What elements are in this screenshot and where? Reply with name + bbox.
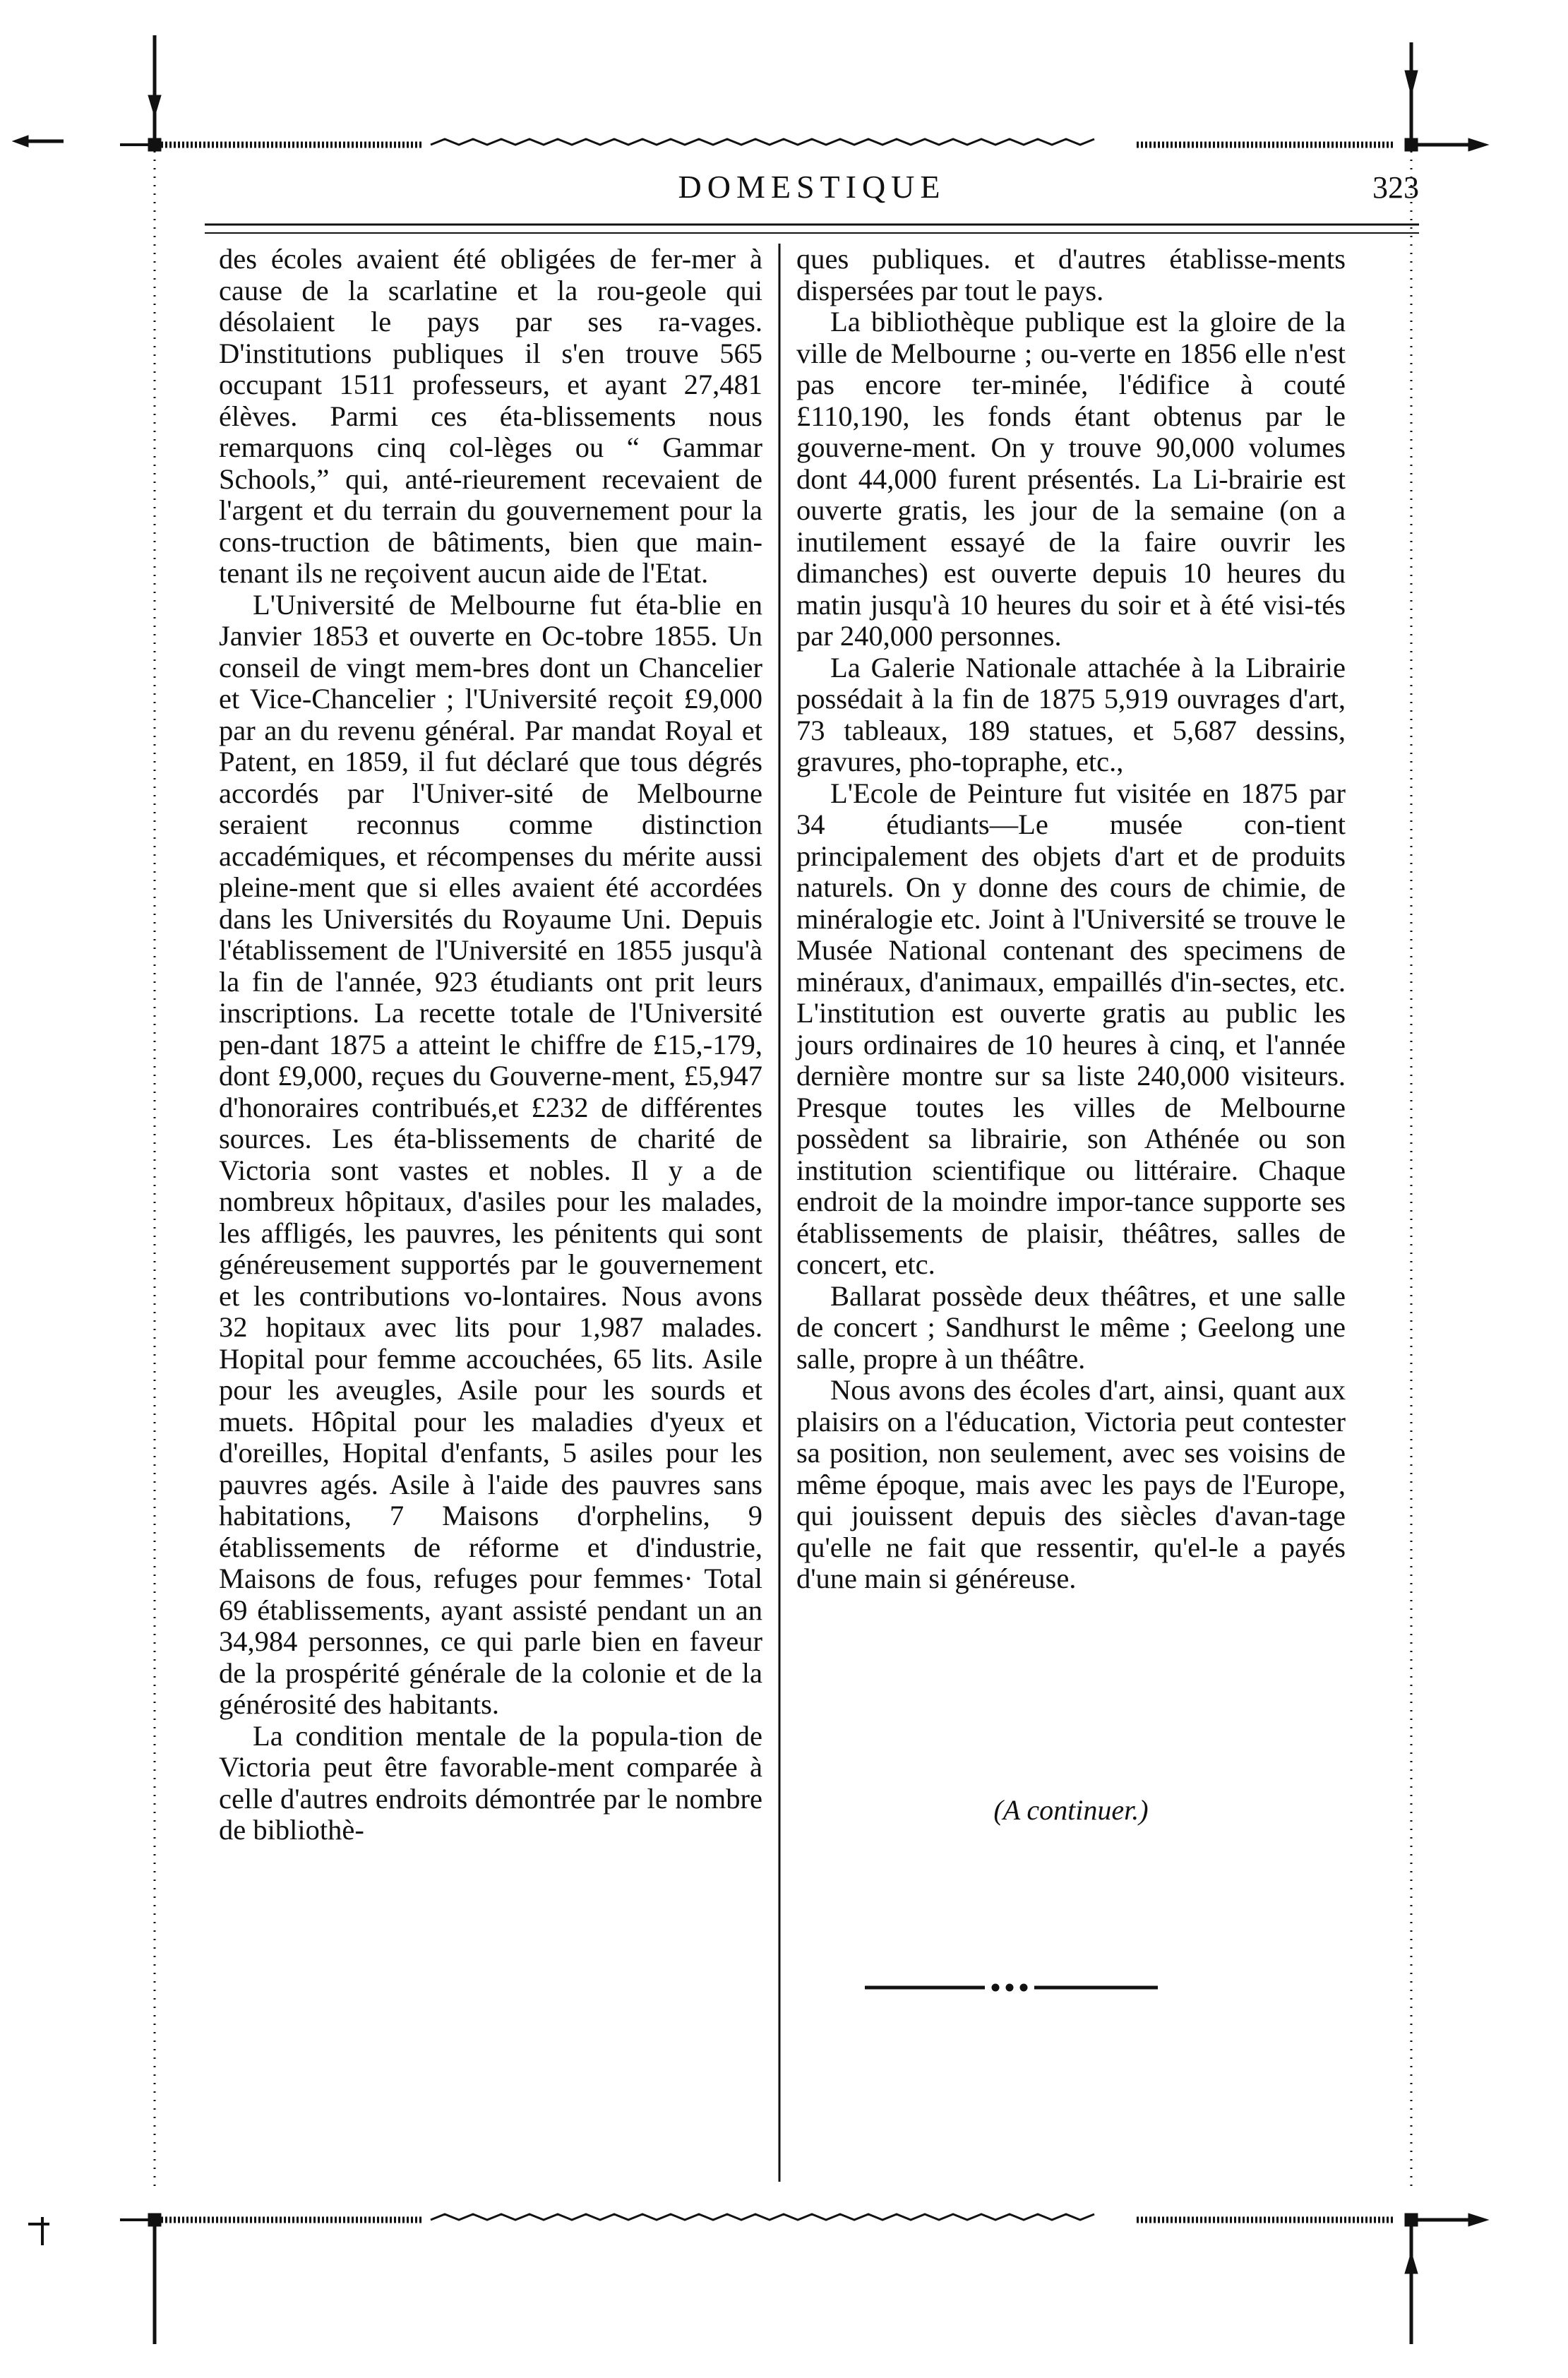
paragraph: L'Université de Melbourne fut éta-blie en Janvier 1853 et ouverte en Oc-tobre 1855. Un conseil de vingt mem-bres dont un Chancelier et Vice-Chancelier ; l'Université reçoit £9,000 par an du revenu général. Par mandat Royal et Patent, en 1859, il fut déclaré que tous dégrés accordés par l'Univer-sité de Melbourne seraient reconnus comme distinction accadémiques, et récompenses du mérite aussi pleine-ment que si elles avaient été accordées dans les Universités du Royaume Uni. Depuis l'établissement de l'Université en 1855 jusqu'à la fin de l'année, 923 étudiants ont prit leurs inscriptions. La recette totale de l'Université pen-dant 1875 a atteint le chiffre de £15,-179, dont £9,000, reçues du Gouverne-ment, £5,947 d'honoraires contribués,et £232 de différentes sources. Les éta-blissements de charité de Victoria sont vastes et nobles. Il y a de nombreux hôpitaux, d'asiles pour les malades, les affligés, les pauvres, les pénitents qui sont généreusement supportés par le gouvernement et les contributions vo-lontaires. Nous avons 32 hopitaux avec lits pour 1,987 malades. Hopital pour femme accouchées, 65 lits. Asile pour les aveugles, Asile pour les sourds et muets. Hôpital pour les maladies d'yeux et d'oreilles, Hopital d'enfants, 5 asiles pour les pauvres agés. Asile à l'aide des pauvres sans habitations, 7 Maisons d'orphelins, 9 établissements de réforme et d'industrie, Maisons de fous, refuges pour femmes· Total 69 établissements, ayant assisté pendant un an 34,984 personnes, ce qui parle bien en faveur de la prospérité générale de la colonie et de la générosité des habitants.: [219, 588, 762, 1720]
paragraph: La condition mentale de la popula-tion de Victoria peut être favorable-ment comparée à celle d'autres endroits démontrée par le nombre de bibliothè-: [219, 1719, 762, 1846]
running-title: DOMESTIQUE: [678, 169, 946, 205]
continuation-note: (A continuer.): [993, 1794, 1149, 1826]
left-column: [219, 244, 762, 1846]
page-number: 323: [1372, 170, 1419, 205]
paragraph: La bibliothèque publique est la gloire de la ville de Melbourne ; ou-verte en 1856 elle n'est pas encore ter-minée, l'édifice à couté £110,190, les fonds étant obtenus par le gouverne-ment. On y trouve 90,000 volumes dont 44,000 furent présentés. La Li-brairie est ouverte gratis, les jour de la semaine (on a inutilement essayé de la faire ouvrir les dimanches) est ouverte depuis 10 heures du matin jusqu'à 10 heures du soir et à été visi-tés par 240,000 personnes.: [796, 306, 1346, 652]
paragraph: des écoles avaient été obligées de fer-mer à cause de la scarlatine et la rou-geole qui désolaient le pays par ses ra-vages. D'institutions publiques il s'en trouve 565 occupant 1511 professeurs, et ayant 27,481 élèves. Parmi ces éta-blissements nous remarquons cinq col-lèges ou “ Gammar Schools,” qui, anté-rieurement recevaient de l'argent et du terrain du gouvernement pour la cons-truction de bâtiments, bien que main-tenant ils ne reçoivent aucun aide de l'Etat.: [219, 243, 762, 589]
paragraph: La Galerie Nationale attachée à la Librairie possédait à la fin de 1875 5,919 ouvrages d'art, 73 tableaux, 189 statues, et 5,687 dessins, gravures, pho-topraphe, etc.,: [796, 651, 1346, 777]
paragraph: Ballarat possède deux théâtres, et une salle de concert ; Sandhurst le même ; Geelong une salle, propre à un théâtre.: [796, 1279, 1346, 1375]
right-column: [796, 244, 1346, 1595]
paragraph: L'Ecole de Peinture fut visitée en 1875 par 34 étudiants—Le musée con-tient principalement des objets d'art et de produits naturels. On y donne des cours de chimie, de minéralogie etc. Joint à l'Université se trouve le Musée National contenant des specimens de minéraux, d'animaux, empaillés d'in-sectes, etc. L'institution est ouverte gratis au public les jours ordinaires de 10 heures à cinq, et l'année dernière montre sur sa liste 240,000 visiteurs. Presque toutes les villes de Melbourne possèdent sa librairie, son Athénée ou son institution scientifique ou littéraire. Chaque endroit de la moindre impor-tance supporte ses établissements de plaisir, théâtres, salles de concert, etc.: [796, 777, 1346, 1280]
paragraph: ques publiques. et d'autres établisse-ments dispersées par tout le pays.: [796, 243, 1346, 306]
running-header: [205, 168, 1419, 210]
paragraph: Nous avons des écoles d'art, ainsi, quant aux plaisirs on a l'éducation, Victoria peut contester sa position, non seulement, avec ses voisins de même époque, mais avec les pays de l'Europe, qui jouissent depuis des siècles d'avan-tage qu'elle ne fait que ressentir, qu'el-le a payés d'une main si généreuse.: [796, 1374, 1346, 1594]
